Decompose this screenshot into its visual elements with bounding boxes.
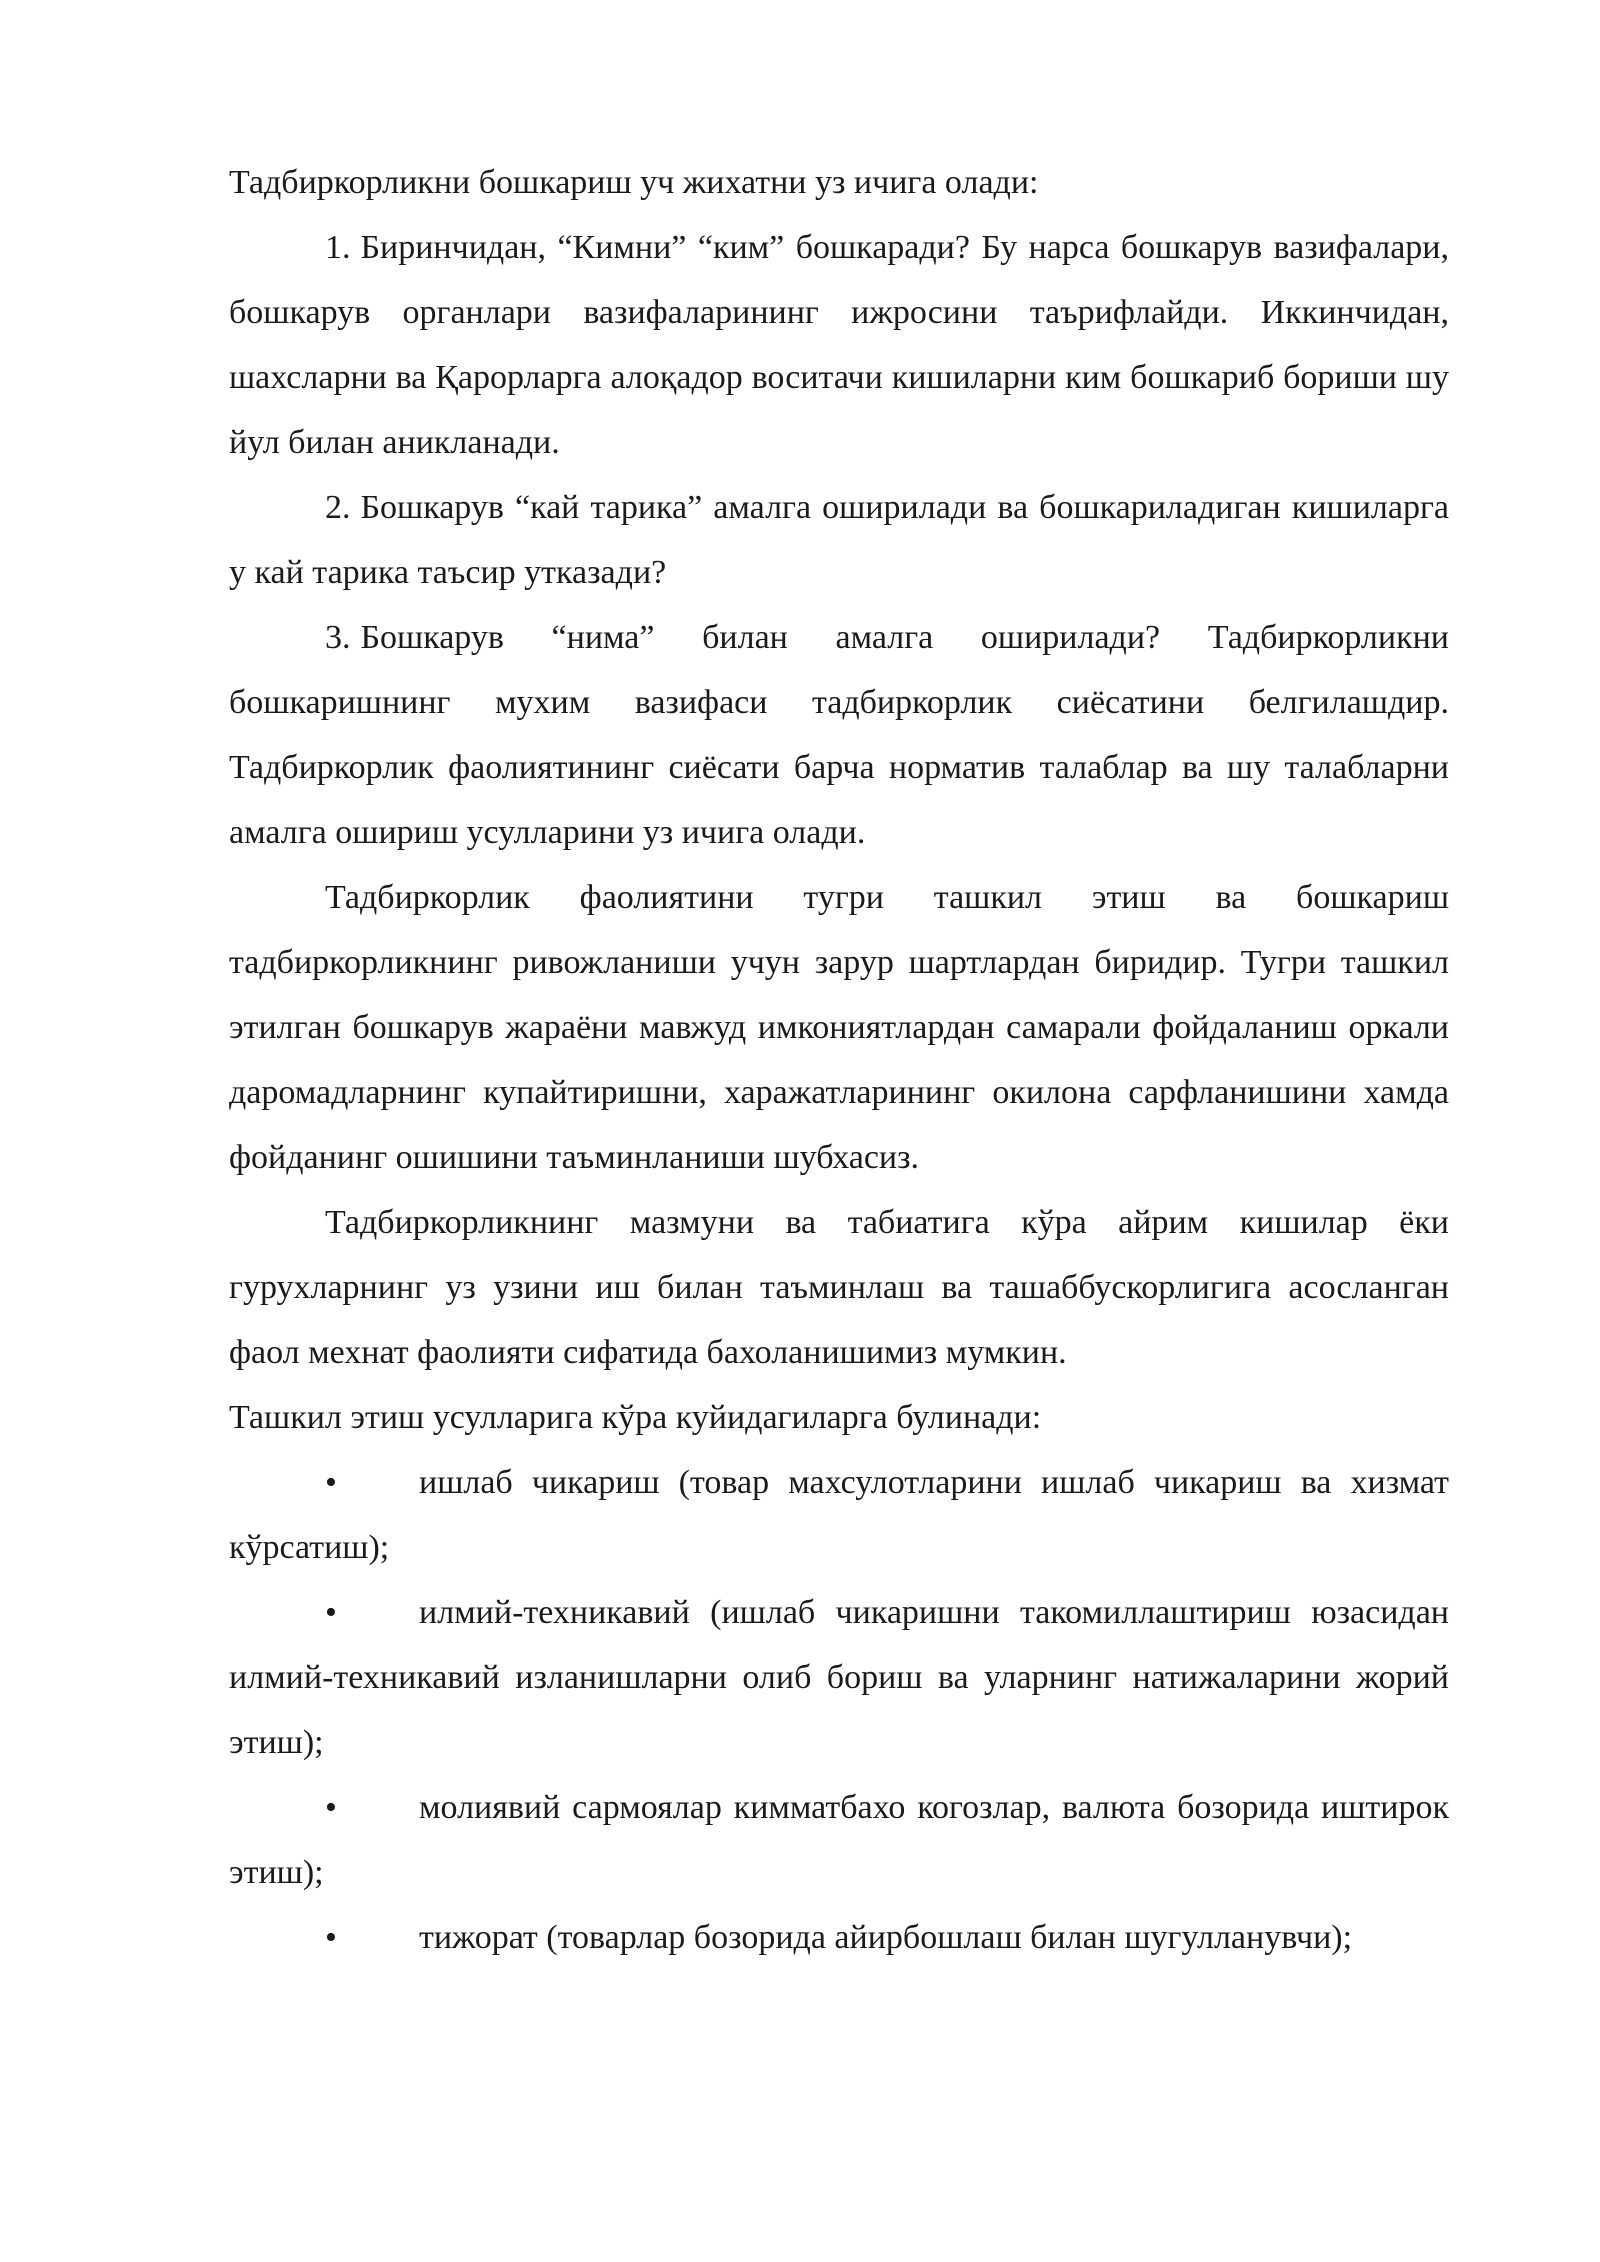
bullet-text: ишлаб чикариш (товар махсулотларини ишлаб чикариш ва хизмат кўрсатиш); — [229, 1464, 1449, 1566]
bullet-marker — [325, 1775, 419, 1840]
item-text: Бошкарув “кай тарика” амалга оширилади ва бошкариладиган кишиларга у кай тарика таъсир утказади? — [229, 489, 1449, 591]
bullet-icon: • — [325, 1789, 337, 1826]
paragraph: Тадбиркорлик фаолиятини тугри ташкил этиш ва бошкариш тадбиркорликнинг ривожланиши учун зарур шартлардан биридир. Тугри ташкил этилган бошкарув жараёни мавжуд имкониятлардан самарали фойдаланиш оркали даромадларнинг купайтиришни, харажатларининг окилона сарфланишини хамда фойданинг ошишини таъминланиши шубхасиз. — [229, 879, 1449, 1176]
bullet-text: илмий-техникавий (ишлаб чикаришни такомиллаштириш юзасидан илмий-техникавий изланишларни олиб бориш ва уларнинг натижаларини жорий этиш); — [229, 1594, 1449, 1761]
bullet-text: тижорат (товарлар бозорида айирбошлаш билан шугулланувчи); — [419, 1919, 1353, 1956]
item-text: Бошкарув “нима” билан амалга оширилади? Тадбиркорликни бошкаришнинг мухим вазифаси тадбиркорлик сиёсатини белгилашдир. Тадбиркорлик фаолиятининг сиёсати барча норматив талаблар ва шу талабларни амалга ошириш усулларини уз ичига олади. — [229, 619, 1449, 851]
item-number: 2. — [325, 489, 351, 526]
document-page — [229, 150, 1449, 1970]
numbered-item-3 — [229, 605, 1449, 865]
bullet-marker — [325, 1580, 419, 1645]
bullet-text: молиявий сармоялар кимматбахо когозлар, валюта бозорида иштирок этиш); — [229, 1789, 1449, 1891]
numbered-item-2 — [229, 475, 1449, 605]
item-number: 1. — [325, 229, 351, 266]
bullet-icon: • — [325, 1464, 337, 1501]
intro-line: Тадбиркорликни бошкариш уч жихатни уз ичига олади: — [229, 164, 1039, 201]
list-intro: Ташкил этиш усулларига кўра куйидагиларга булинади: — [229, 1399, 1042, 1436]
bullet-marker — [325, 1450, 419, 1515]
item-text: Биринчидан, “Кимни” “ким” бошкаради? Бу нарса бошкарув вазифалари, бошкарув органлари вазифаларининг ижросини таърифлайди. Иккинчидан, шахсларни ва Қарорларга алоқадор воситачи кишиларни ким бошкариб бориши шу йул билан аникланади. — [229, 229, 1449, 461]
bullet-icon: • — [325, 1594, 337, 1631]
bullet-icon: • — [325, 1919, 337, 1956]
bullet-item-3 — [229, 1775, 1449, 1905]
numbered-item-1 — [229, 215, 1449, 475]
bullet-marker — [325, 1905, 419, 1970]
bullet-item-2 — [229, 1580, 1449, 1775]
paragraph: Тадбиркорликнинг мазмуни ва табиатига кўра айрим кишилар ёки гурухларнинг уз узини иш билан таъминлаш ва ташаббускорлигига асосланган фаол мехнат фаолияти сифатида бахоланишимиз мумкин. — [229, 1204, 1449, 1371]
bullet-item-4 — [229, 1905, 1449, 1970]
item-number: 3. — [325, 619, 351, 656]
bullet-item-1 — [229, 1450, 1449, 1580]
